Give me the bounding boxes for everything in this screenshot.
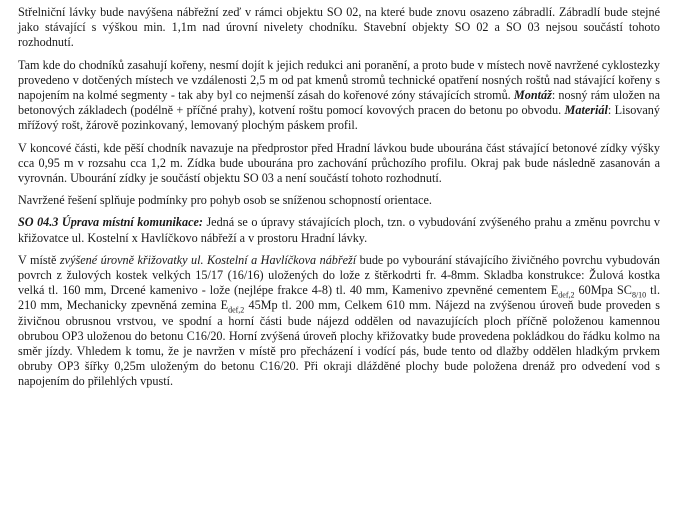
material-label: Materiál [564,103,608,118]
paragraph-orientation: Navržené řešení splňuje podmínky pro pohyb osob se sníženou schopností orientace. [18,193,432,208]
paragraph-intersection [18,253,660,390]
subscript-def2-a: def,2 [558,290,575,300]
subscript-8-10: 8/10 [631,290,647,300]
paragraph-roots [18,58,660,134]
roots-text-2: : nosný rám uložen na betonových základech (podélně + příčné prahy), kotvení roštu pomocí kovových pracen do betonu po obvodu. [18,88,660,118]
roots-text-1: Tam kde do chodníků zasahují kořeny, nesmí dojít k jejich redukci ani poranění, a proto bude v místech nově navržené cyklostezky provedeno v dotčených místech ve vzdálenosti 2,5 m od pat kmenů stromů technické opatření nosných roštů nad stávající kořeny s napojením na kolmé segmenty - tak aby byl co nejmenší zásah do kořenové zóny stávajících stromů. [18,57,660,103]
paragraph-so-04-3 [18,215,660,245]
paragraph-railing: Střelniční lávky bude navýšena nábřežní zeď v rámci objektu SO 02, na které bude znovu osazeno zábradlí. Zábradlí bude stejné jako stávající s výškou min. 1,1m nad úrovní nivelety chodníku. Stavební objekty SO 02 a SO 03 nejsou součástí tohoto rozhodnutí. [18,5,660,50]
paragraph-wall-end: V koncové části, kde pěší chodník navazuje na předprostor před Hradní lávkou bude ubourána část stávající betonové zídky výšky cca 0,95 m v rozsahu cca 1,2 m. Zídka bude ubourána pro zachování průchozího profilu. Okraj pak bude následně zasanován a vyrovnán. Ubourání zídky je součástí objektu SO 03 a není součástí tohoto rozhodnutí. [18,140,660,186]
intersection-text-3: 60Mpa SC [574,283,632,298]
section-number: SO 04.3 [18,215,59,230]
montaz-label: Montáž [513,88,552,103]
intersection-emphasis: zvýšené úrovně křižovatky ul. Kostelní a Havlíčkova nábřeží [59,252,357,267]
intersection-text-1: V místě [18,252,60,267]
intersection-text-5: 45Mp tl. 200 mm, Celkem 610 mm. Nájezd na zvýšenou úroveň bude proveden s živičnou obrusnou vrstvou, ve spodní a horní části bude nájezd oddělen od navazujících ploch příčně položenou kamennou obrubou OP3 uloženou do betonu C16/20. Horní zvýšená úroveň plochy křižovatky bude provedena pokládkou do řádku kolmo na směr jízdy. Vhledem k tomu, že je navržen v místě pro přecházení i vodící pás, bude tento od dlažby oddělen hladkým prvkem obruby OP3 šířky 0,25m uloženým do betonu C16/20. Při okraji dlážděné plochy bude položena drenáž pro odvedení vod s napojením do přilehlých vpustí. [18,298,660,389]
intersection-text-4: tl. 210 mm, Mechanicky zpevněná zemina E [18,283,660,313]
section-title: Úprava místní komunikace: [61,215,203,230]
roots-text-3: : Lisovaný mřížový rošt, žárově pozinkovaný, lemovaný plochým páskem profil. [18,103,660,133]
section-text: Jedná se o úpravy stávajících ploch, tzn. o vybudování zvýšeného prahu a změnu povrchu v křižovatce ul. Kostelní x Havlíčkovo nábřeží a v prostoru Hradní lávky. [18,215,661,245]
subscript-def2-b: def,2 [228,305,245,315]
intersection-text-2: bude po vybourání stávajícího živičného povrchu vybudován povrch z žulových kostek velkých 15/17 (16/16) uložených do lože z štěrkodrti fr. 4-8mm. Skladba konstrukce: Žulová kostka velká tl. 160 mm, Drcené kamenivo - lože (nejlépe frakce 4-8) tl. 40 mm, Kamenivo zpevněné cementem E [18,252,660,298]
